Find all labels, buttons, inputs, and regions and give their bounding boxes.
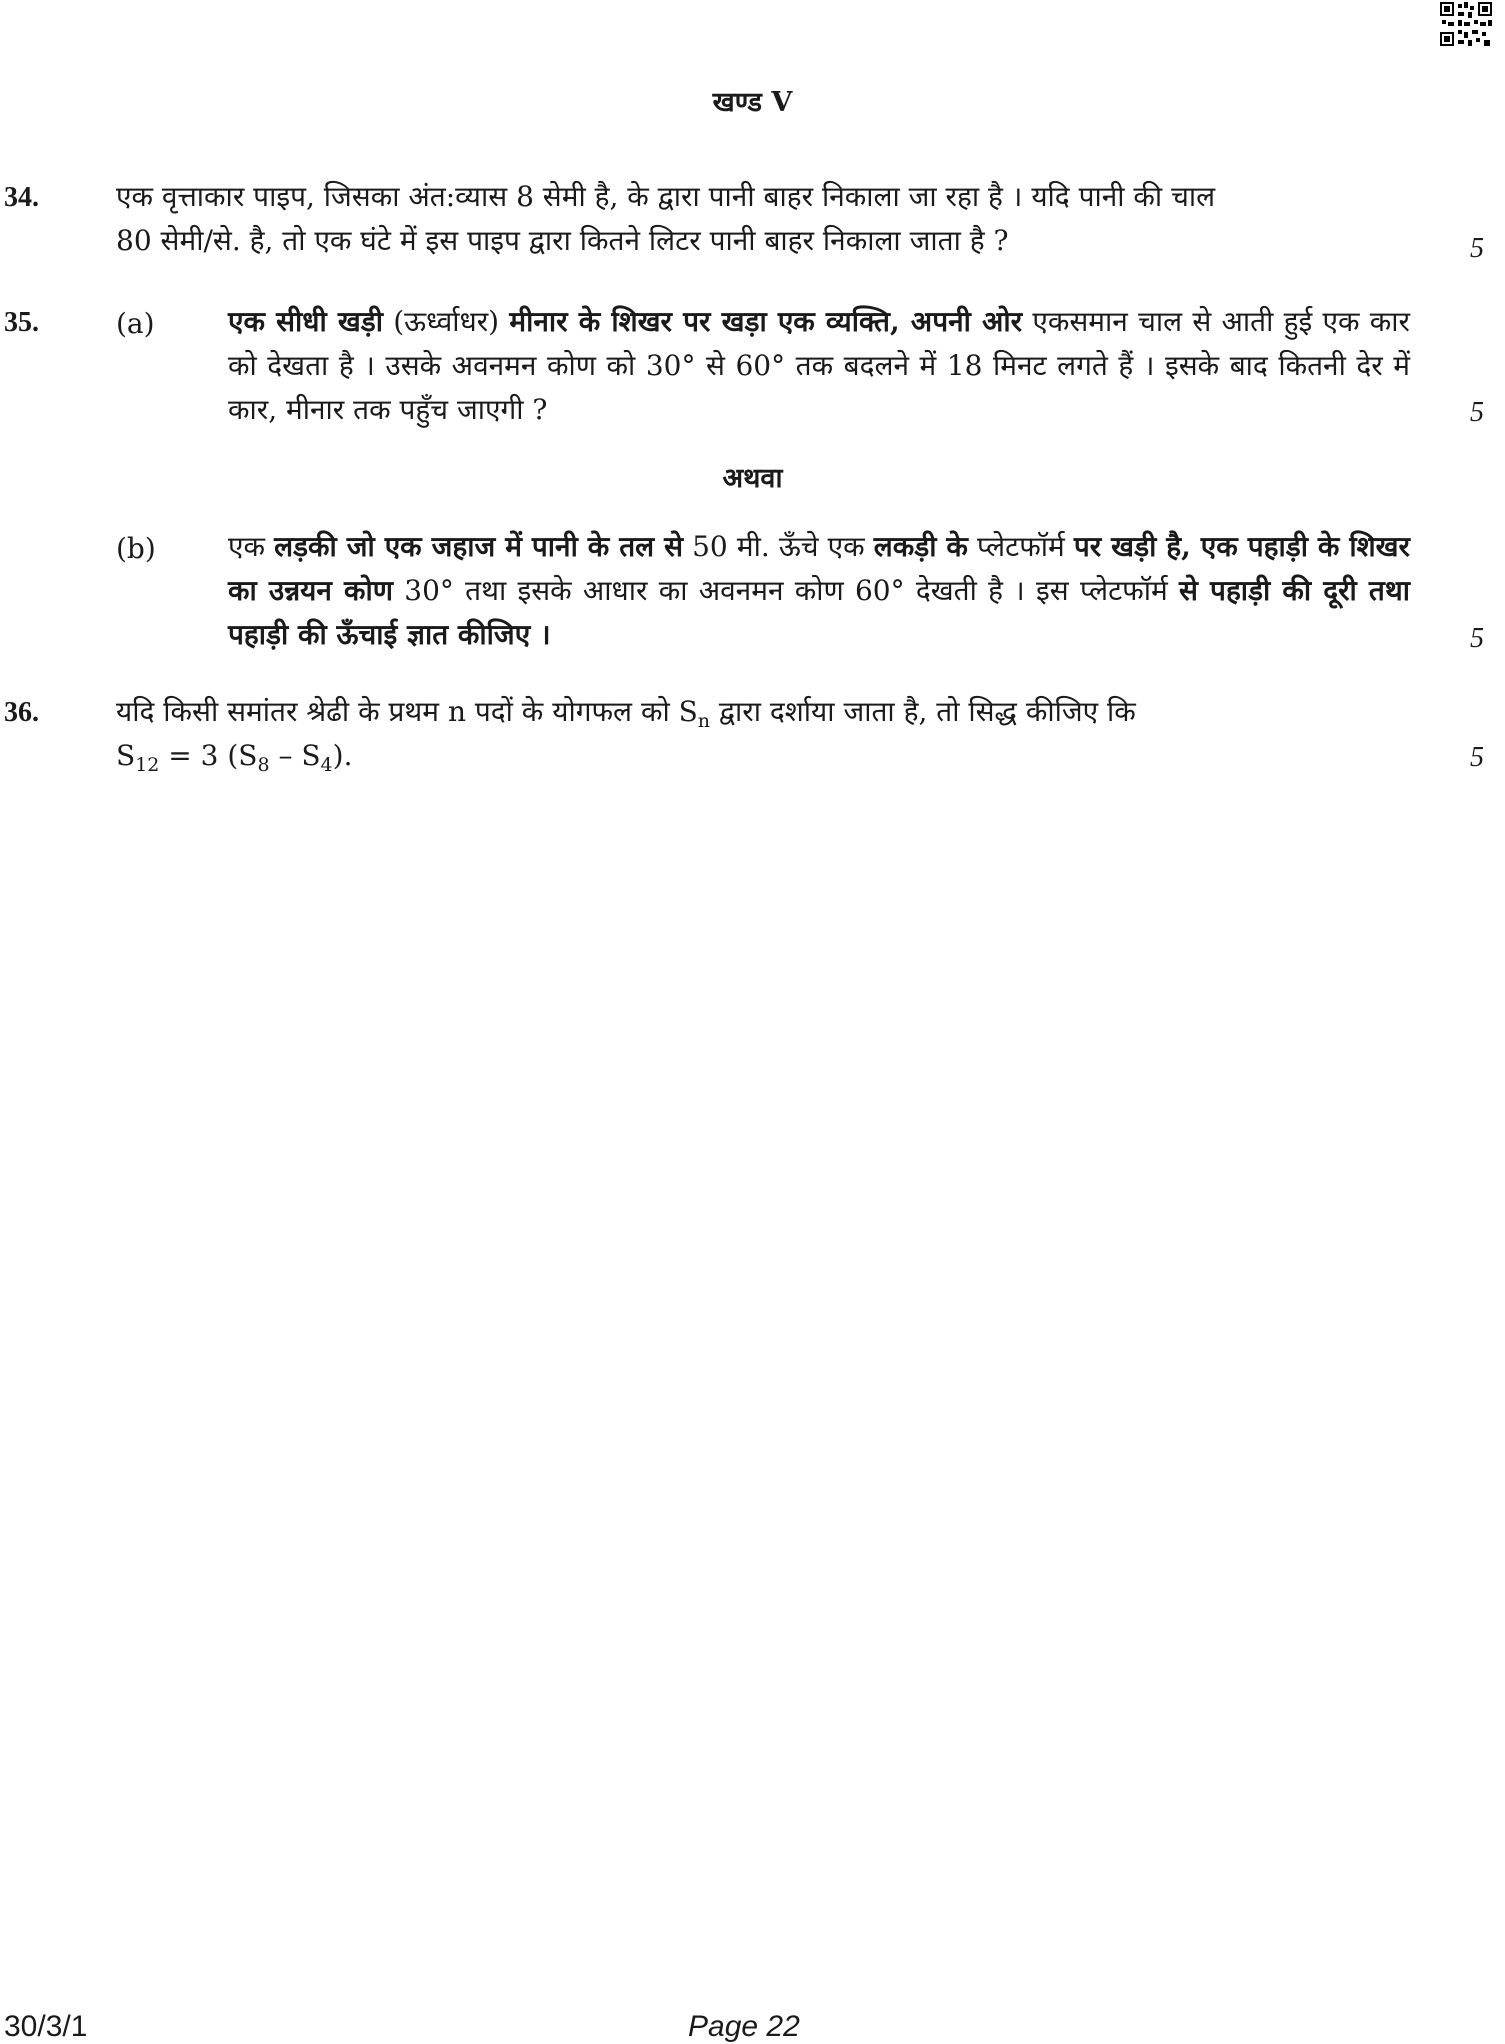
qr-code-icon: [1440, 2, 1492, 46]
question-number-34: 34.: [4, 182, 39, 213]
formula-end: ).: [332, 739, 353, 772]
question-36-text-part-2: द्वारा दर्शाया जाता है, तो सिद्ध कीजिए कि: [710, 695, 1136, 728]
or-label: अथवा: [722, 463, 783, 494]
subscript-12: 12: [135, 754, 160, 776]
question-number-36: 36.: [4, 697, 39, 728]
question-35a-label: (a): [116, 307, 155, 340]
question-35a-marks: 5: [1470, 397, 1484, 428]
question-36-marks: 5: [1470, 742, 1484, 773]
paper-code: 30/3/1: [4, 2010, 88, 2043]
formula-s: S: [116, 739, 136, 772]
question-35b-bold-3: पर खड़ी है, एक पहाड़ी के शिखर का उन्नयन कोण: [228, 530, 1410, 607]
question-34-line-1: एक वृत्ताकार पाइप, जिसका अंत:व्यास 8 सेमी है, के द्वारा पानी बाहर निकाला जा रहा है । यदि पानी की चाल: [116, 180, 1216, 213]
question-35a-text: [228, 300, 1410, 432]
subscript-n: n: [697, 710, 711, 732]
question-34-text: [116, 175, 1416, 263]
question-36-text-part-1: यदि किसी समांतर श्रेढी के प्रथम n पदों के योगफल को S: [116, 695, 698, 728]
question-35b-marks: 5: [1470, 623, 1484, 654]
question-34-line-2: 80 सेमी/से. है, तो एक घंटे में इस पाइप द्वारा कितने लिटर पानी बाहर निकाला जाता है ?: [116, 224, 1009, 257]
question-35b-text: [228, 525, 1410, 657]
formula-minus: – S: [269, 739, 321, 772]
question-35b-bold-2: लकड़ी के: [873, 530, 968, 563]
question-36-text: [116, 690, 1410, 778]
question-36-formula: [116, 734, 1410, 778]
question-35b-normal-1: एक: [228, 530, 275, 563]
question-35b-label: (b): [116, 532, 156, 565]
question-35a-normal-1: (ऊर्ध्वाधर): [383, 305, 510, 338]
question-35b-normal-3: प्लेटफॉर्म: [967, 530, 1074, 563]
question-35a-bold-1: एक सीधी खड़ी: [228, 305, 383, 338]
question-number-35: 35.: [4, 307, 39, 338]
question-36-line-1: [116, 690, 1410, 734]
formula-mid: = 3 (S: [159, 739, 258, 772]
subscript-4: 4: [320, 754, 333, 776]
question-35a-normal-2: एकसमान चाल से आती हुई एक कार को देखता है । उसके अवनमन कोण को 30° से 60° तक बदलने में 18 मिनट लगते हैं । इसके बाद कितनी देर में कार, मीनार तक पहुँच जाएगी ?: [228, 305, 1410, 426]
question-35b-bold-4: से पहाड़ी की दूरी तथा पहाड़ी की ऊँचाई ज्ञात कीजिए ।: [228, 574, 1410, 651]
question-35b-bold-1: लड़की जो एक जहाज में पानी के तल से: [274, 530, 684, 563]
page-number: Page 22: [688, 2010, 800, 2043]
question-35a-bold-2: मीनार के शिखर पर खड़ा एक व्यक्ति, अपनी ओर: [509, 305, 1023, 338]
subscript-8: 8: [257, 754, 270, 776]
question-35b-normal-4: 30° तथा इसके आधार का अवनमन कोण 60° देखती है । इस प्लेटफॉर्म: [393, 574, 1180, 607]
question-34-marks: 5: [1470, 233, 1484, 264]
section-title: खण्ड V: [712, 87, 793, 118]
question-35b-normal-2: 50 मी. ऊँचे एक: [683, 530, 874, 563]
